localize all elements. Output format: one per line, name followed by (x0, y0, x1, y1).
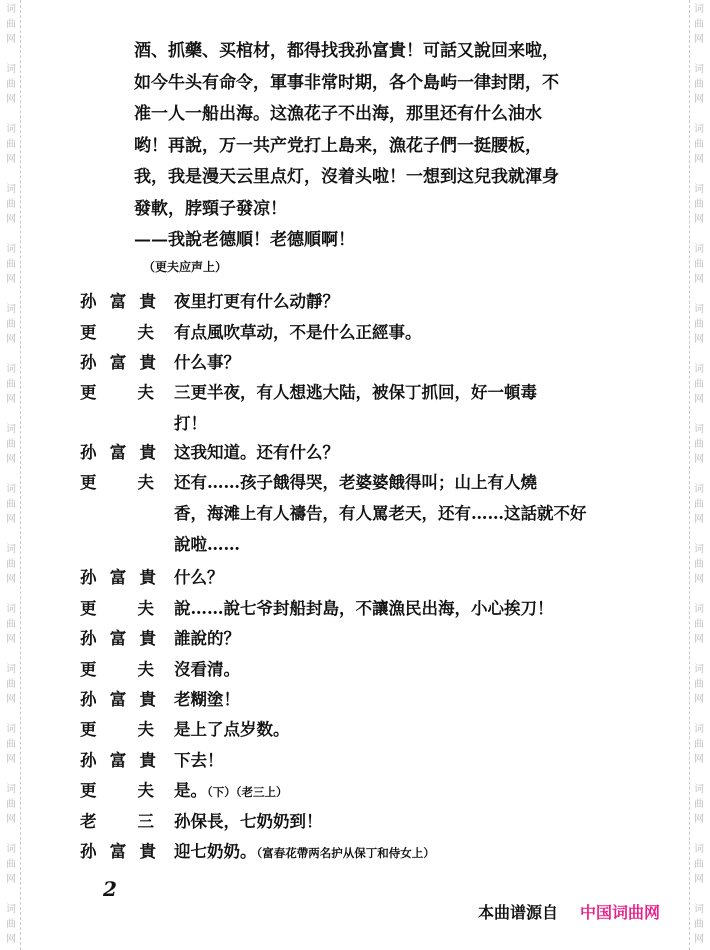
watermark: 词 曲 网 (694, 724, 704, 765)
dialogue-line (80, 654, 600, 685)
dialogue-text: 有点風吹草动，不是什么正經事。 (174, 323, 422, 342)
dialogue-text: 迎七奶奶。（富春花帶两名护从保丁和侍女上） (174, 842, 435, 861)
watermark: 词 曲 网 (694, 124, 704, 165)
narration-line: 我，我是漫天云里点灯，沒着头啦！一想到这兒我就渾身 (134, 167, 559, 187)
watermark: 词 曲 网 (694, 604, 704, 645)
watermark: 词 曲 网 (694, 664, 704, 705)
speaker-name: 孙 富 貴 (80, 690, 156, 709)
dialogue-line (80, 562, 600, 593)
watermark: 词 曲 网 (6, 544, 16, 585)
stage-note: （富春花帶两名护从保丁和侍女上） (256, 846, 435, 860)
watermark: 词 曲 网 (694, 4, 704, 45)
source-credit (478, 900, 660, 923)
dialogue-text: 孙保長，七奶奶到！ (174, 812, 323, 831)
speaker-name: 更 夫 (80, 599, 154, 618)
watermark: 词 曲 网 (694, 844, 704, 885)
speaker-name: 孙 富 貴 (80, 751, 156, 770)
speaker-name: 孙 富 貴 (80, 842, 156, 861)
dialogue-text: 誰說的？ (174, 629, 240, 648)
dialogue-text: 夜里打更有什么动靜？ (174, 292, 339, 311)
watermark: 词 曲 网 (694, 484, 704, 525)
dialogue-text: 这我知道。还有什么？ (174, 443, 339, 462)
watermark: 词 曲 网 (694, 784, 704, 825)
watermark: 词 曲 网 (6, 904, 16, 945)
narration-block (134, 36, 604, 257)
speaker-name: 更 夫 (80, 473, 154, 492)
watermark: 词 曲 网 (6, 484, 16, 525)
watermark: 词 曲 网 (6, 64, 16, 105)
watermark: 词 曲 网 (694, 364, 704, 405)
dialogue-line (80, 806, 600, 837)
dialogue-text: 什么？ (174, 568, 224, 587)
dialogue-text: 三更半夜，有人想逃大陆，被保丁抓回，好一頓毒 打！ (174, 377, 600, 439)
watermark: 词 曲 网 (6, 4, 16, 45)
dialogue-line (80, 714, 600, 745)
stage-note: （下）（老三上） (207, 785, 288, 799)
stage-direction: （更夫应声上） (143, 260, 228, 274)
speaker-name: 更 夫 (80, 720, 154, 739)
speaker-name: 孙 富 貴 (80, 292, 156, 311)
dialogue-text: 什么事？ (174, 353, 240, 372)
narration-line: 哟！再說，万一共产党打上島来，漁花子們一挺腰板， (134, 135, 542, 156)
speaker-name: 更 夫 (80, 781, 154, 800)
dialogue-line (80, 317, 600, 348)
dialogue-line (80, 437, 600, 468)
dialogue-line (80, 347, 600, 378)
watermark: 词 曲 网 (6, 784, 16, 825)
dialogue-text: 下去！ (174, 751, 224, 770)
dialogue-line (80, 745, 600, 776)
watermark: 词 曲 网 (694, 544, 704, 585)
dialogue-text: 老糊塗！ (174, 690, 240, 709)
narration-line: 酒、抓藥、买棺材，都得找我孙富貴！可話又說回来啦， (134, 41, 559, 61)
dialogue-continuation: 打！ (174, 414, 207, 433)
watermark: 词 曲 网 (694, 184, 704, 225)
speaker-name: 孙 富 貴 (80, 568, 156, 587)
speaker-name: 更 夫 (80, 323, 154, 342)
page-number: 2 (103, 877, 117, 901)
watermark: 词 曲 网 (694, 424, 704, 465)
dialogue-line (80, 836, 600, 869)
dialogue-line (80, 593, 600, 624)
dialogue-text: 是上了点岁数。 (174, 720, 290, 739)
watermark: 词 曲 网 (694, 304, 704, 345)
watermark: 词 曲 网 (6, 664, 16, 705)
watermark: 词 曲 网 (6, 724, 16, 765)
speaker-name: 更 夫 (80, 660, 154, 679)
dialogue-text: 沒看清。 (174, 660, 240, 679)
narration-line: 如今牛头有命令，軍事非常时期，各个島屿一律封閉，不 (134, 72, 559, 93)
watermark: 词 曲 网 (6, 124, 16, 165)
dialogue-line (80, 775, 600, 808)
source-brand: 中国词曲网 (580, 903, 661, 922)
watermark: 词 曲 网 (6, 424, 16, 465)
speaker-name: 孙 富 貴 (80, 443, 156, 462)
dialogue-line (80, 286, 600, 317)
dialogue-text: 是。（下）（老三上） (174, 781, 288, 800)
watermark: 词 曲 网 (6, 844, 16, 885)
dialogue-line (80, 684, 600, 715)
watermark: 词 曲 网 (6, 364, 16, 405)
watermark: 词 曲 网 (694, 244, 704, 285)
source-label: 本曲谱源自 (478, 903, 559, 922)
speaker-name: 更 夫 (80, 383, 154, 402)
speaker-name: 孙 富 貴 (80, 353, 156, 372)
narration-line: 准一人一船出海。这漁花子不出海，那里还有什么油水 (134, 104, 542, 124)
narration-line: ——我說老德順！老德順啊！ (134, 230, 355, 250)
dialogue-line (80, 623, 600, 654)
watermark: 词 曲 网 (694, 904, 704, 945)
dialogue-continuation: 說啦…… (174, 535, 240, 554)
dialogue-line (80, 467, 600, 560)
watermark: 词 曲 网 (6, 244, 16, 285)
dialogue-line (80, 377, 600, 439)
dialogue-text: 說……說七爷封船封島，不讓漁民出海，小心挨刀！ (174, 599, 554, 618)
watermark: 词 曲 网 (6, 304, 16, 345)
watermark: 词 曲 网 (694, 64, 704, 105)
watermark: 词 曲 网 (6, 604, 16, 645)
speaker-name: 老 三 (80, 812, 154, 831)
speaker-name: 孙 富 貴 (80, 629, 156, 648)
dialogue-continuation: 香，海滩上有人禱告，有人罵老天，还有……这話就不好 (174, 504, 587, 523)
narration-line: 發軟，脖頸子發凉！ (134, 198, 287, 219)
dialogue-text: 还有……孩子餓得哭，老婆婆餓得叫；山上有人燒 香，海滩上有人禱告，有人罵老天，还有……这話就不好 說啦…… (174, 467, 600, 560)
watermark: 词 曲 网 (6, 184, 16, 225)
